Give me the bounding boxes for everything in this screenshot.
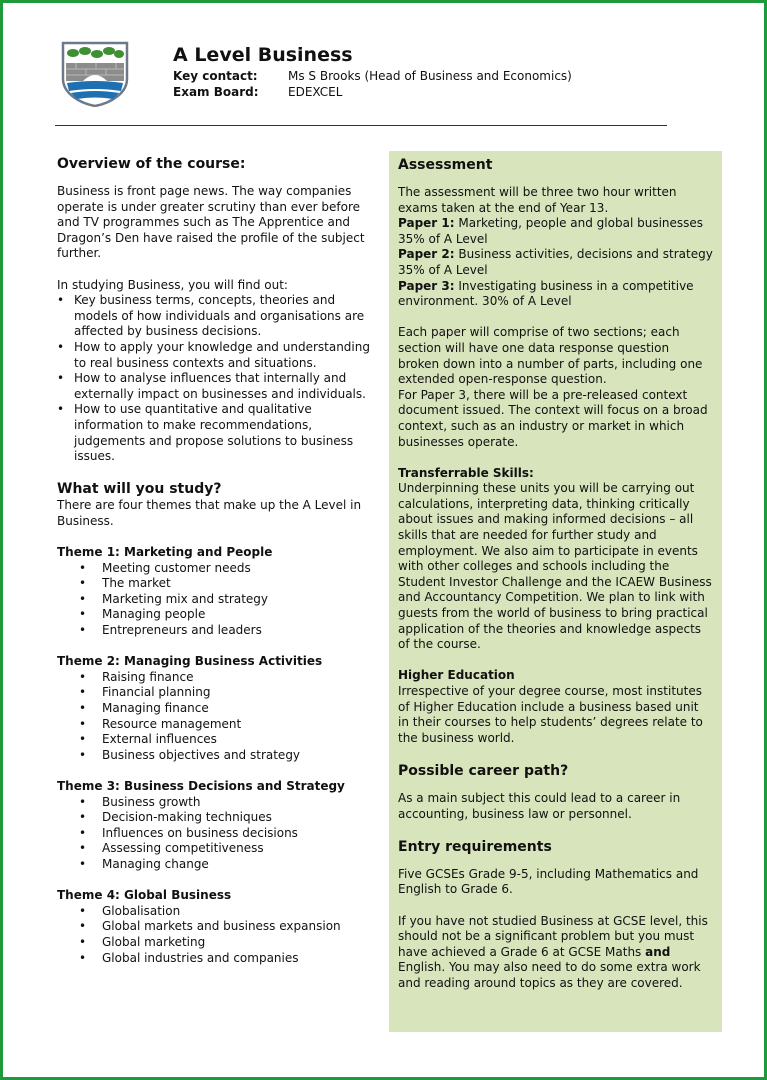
theme-4-list: [57, 904, 372, 966]
left-column: [57, 155, 372, 966]
list-item: • Global industries and companies: [57, 951, 372, 967]
exam-board-value: EDEXCEL: [288, 85, 343, 99]
list-item: • Managing people: [57, 607, 372, 623]
overview-heading: Overview of the course:: [57, 156, 246, 172]
list-item: • Decision-making techniques: [57, 810, 372, 826]
entry-note-bold: and: [645, 944, 671, 959]
list-item: • Influences on business decisions: [57, 826, 372, 842]
paper-2-text: Business activities, decisions and strategy 35% of A Level: [398, 247, 713, 277]
study-intro: There are four themes that make up the A Level in Business.: [57, 498, 362, 528]
paper-1-text: Marketing, people and global businesses 35% of A Level: [398, 216, 704, 246]
assessment-panel: [389, 151, 722, 1032]
theme-4-title: Theme 4: Global Business: [57, 888, 232, 903]
overview-text: Business is front page news. The way companies operate is under greater scrutiny than ever before and TV programmes such as The Apprentice and Dragon’s Den have raised the profile of the subject further.: [57, 184, 365, 261]
entry-note-post: English. You may also need to do some extra work and reading around topics as they are covered.: [398, 960, 701, 990]
header-divider: [55, 125, 667, 126]
key-contact-label: Key contact:: [173, 69, 258, 83]
list-item: • The market: [57, 576, 372, 592]
paper-3-context-text: For Paper 3, there will be a pre-released context document issued. The context will focus on a broad context, such as an industry or market in which businesses operate.: [398, 387, 708, 449]
list-item: • How to use quantitative and qualitative information to make recommendations, judgements and propose solutions to business issues.: [57, 402, 372, 464]
sections-text: Each paper will comprise of two sections; each section will have one data response question broken down into a number of parts, including one extended open-response question.: [398, 325, 703, 387]
paper-1-label: Paper 1:: [398, 216, 455, 231]
theme-1-title: Theme 1: Marketing and People: [57, 545, 273, 560]
entry-note: [398, 914, 713, 992]
key-contact-value: Ms S Brooks (Head of Business and Economics): [288, 69, 572, 83]
study-heading: What will you study?: [57, 481, 222, 498]
skills-heading: Transferrable Skills:: [398, 465, 534, 480]
higher-education-heading: Higher Education: [398, 668, 515, 683]
theme-1-list: [57, 561, 372, 639]
assessment-heading: Assessment: [398, 157, 493, 173]
list-item: • Managing change: [57, 857, 372, 873]
assessment-intro: The assessment will be three two hour written exams taken at the end of Year 13.: [398, 185, 677, 215]
exam-board-label: Exam Board:: [173, 85, 259, 99]
list-item: • Business objectives and strategy: [57, 748, 372, 764]
find-out-list: [57, 293, 372, 465]
theme-3-title: Theme 3: Business Decisions and Strategy: [57, 778, 345, 793]
list-item: • External influences: [57, 732, 372, 748]
list-item: • Raising finance: [57, 670, 372, 686]
skills-text: Underpinning these units you will be carrying out calculations, interpreting data, thinking critically about issues and making informed decisions – all skills that are needed for further study and employment. We also aim to participate in events with other colleges and schools including the Student Investor Challenge and the ICAEW Business and Accountancy Competition. We plan to link with guests from the world of business to bring practical application of the theories and knowledge aspects of the course.: [398, 481, 712, 652]
list-item: • Marketing mix and strategy: [57, 592, 372, 608]
key-info: [173, 68, 572, 100]
list-item: • Entrepreneurs and leaders: [57, 623, 372, 639]
school-crest-logo: [61, 41, 129, 107]
list-item: • How to analyse influences that internally and externally impact on businesses and individuals.: [57, 371, 372, 402]
paper-3: [398, 279, 713, 310]
entry-heading: Entry requirements: [398, 838, 552, 855]
list-item: • How to apply your knowledge and understanding to real business contexts and situations.: [57, 340, 372, 371]
career-heading: Possible career path?: [398, 762, 569, 779]
paper-3-text: Investigating business in a competitive environment. 30% of A Level: [398, 278, 694, 309]
find-out-intro: In studying Business, you will find out:: [57, 277, 288, 292]
list-item: • Key business terms, concepts, theories and models of how individuals and organisations are affected by business decisions.: [57, 293, 372, 340]
page-title: A Level Business: [173, 44, 353, 66]
list-item: • Resource management: [57, 717, 372, 733]
entry-note-pre: If you have not studied Business at GCSE level, this should not be a significant problem but you must have achieved a Grade 6 at GCSE Maths: [398, 913, 708, 959]
paper-1: [398, 216, 713, 247]
list-item: • Globalisation: [57, 904, 372, 920]
list-item: • Business growth: [57, 795, 372, 811]
theme-3-list: [57, 795, 372, 873]
paper-2-label: Paper 2:: [398, 247, 455, 262]
paper-2: [398, 247, 713, 278]
list-item: • Meeting customer needs: [57, 561, 372, 577]
theme-2-title: Theme 2: Managing Business Activities: [57, 654, 323, 669]
theme-2-list: [57, 670, 372, 764]
list-item: • Global markets and business expansion: [57, 919, 372, 935]
paper-3-label: Paper 3:: [398, 278, 455, 293]
list-item: • Managing finance: [57, 701, 372, 717]
list-item: • Assessing competitiveness: [57, 841, 372, 857]
higher-education-text: Irrespective of your degree course, most institutes of Higher Education include a business based unit in their courses to help students’ degrees relate to the business world.: [398, 684, 703, 745]
list-item: • Global marketing: [57, 935, 372, 951]
entry-text: Five GCSEs Grade 9-5, including Mathematics and English to Grade 6.: [398, 866, 699, 897]
list-item: • Financial planning: [57, 685, 372, 701]
career-text: As a main subject this could lead to a career in accounting, business law or personnel.: [398, 790, 681, 821]
